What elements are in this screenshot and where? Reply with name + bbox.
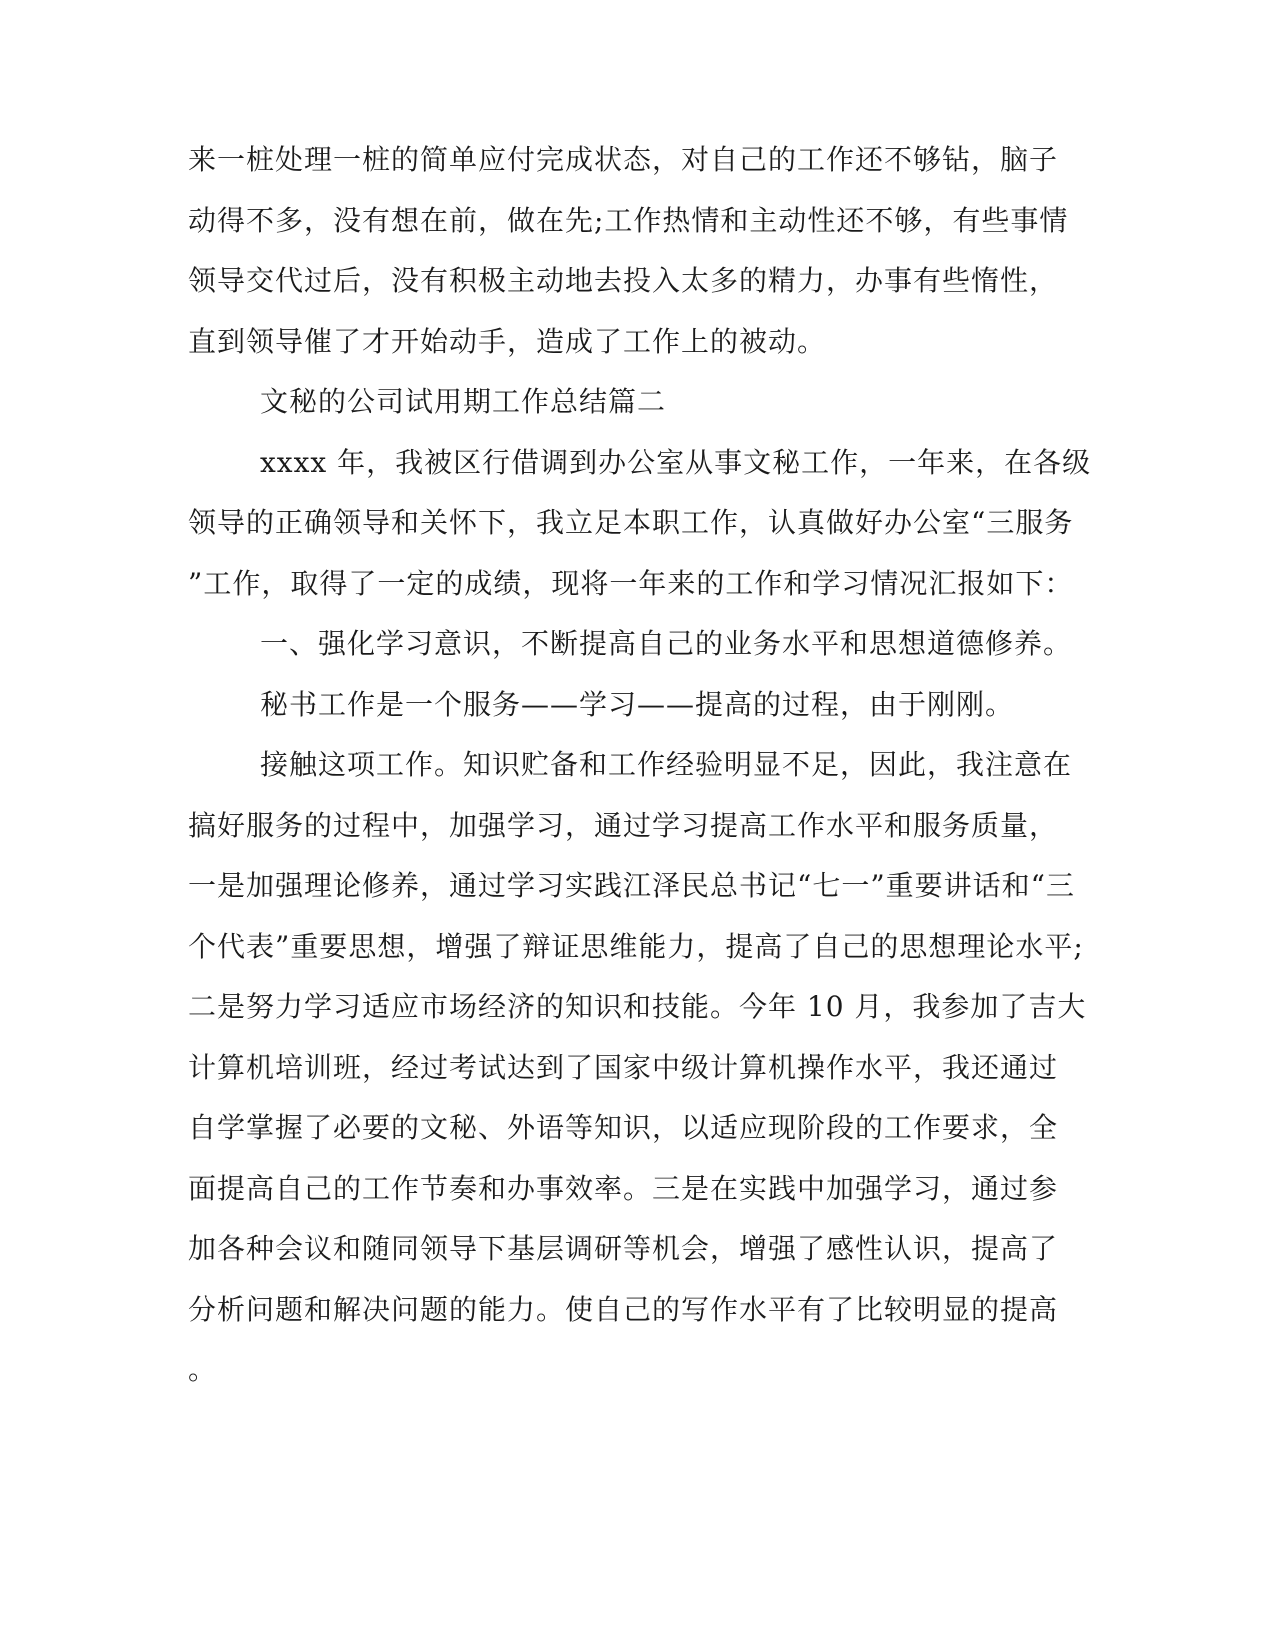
text-line: 接触这项工作。知识贮备和工作经验明显不足，因此，我注意在 [260,748,1073,781]
text-line: 搞好服务的过程中，加强学习，通过学习提高工作水平和服务质量， [188,808,1059,842]
text-line: 加各种会议和随同领导下基层调研等机会，增强了感性认识，提高了 [188,1232,1059,1265]
text-line: 秘书工作是一个服务——学习——提高的过程，由于刚刚。 [260,687,1015,721]
text-line: 来一桩处理一桩的简单应付完成状态，对自己的工作还不够钻，脑子 [188,143,1059,176]
text-line: 自学掌握了必要的文秘、外语等知识，以适应现阶段的工作要求，全 [188,1111,1059,1144]
text-line: 动得不多，没有想在前，做在先;工作热情和主动性还不够，有些事情 [188,203,1069,237]
text-line: 面提高自己的工作节奏和办事效率。三是在实践中加强学习，通过参 [188,1171,1059,1205]
text-line: 分析问题和解决问题的能力。使自己的写作水平有了比较明显的提高 [188,1292,1059,1326]
text-line: 直到领导催了才开始动手，造成了工作上的被动。 [188,324,827,358]
text-line: 个代表”重要思想，增强了辩证思维能力，提高了自己的思想理论水平; [188,929,1084,963]
text-line: 二是努力学习适应市场经济的知识和技能。今年 10 月，我参加了吉大 [188,990,1087,1023]
text-line: 计算机培训班，经过考试达到了国家中级计算机操作水平，我还通过 [188,1050,1059,1084]
text-line: 领导的正确领导和关怀下，我立足本职工作，认真做好办公室“三服务 [188,506,1074,539]
text-line: 一是加强理论修养，通过学习实践江泽民总书记“七一”重要讲话和“三 [188,869,1075,902]
body-text [188,130,1092,1401]
text-line: 领导交代过后，没有积极主动地去投入太多的精力，办事有些惰性， [188,264,1059,297]
section-heading: 文秘的公司试用期工作总结篇二 [260,385,667,418]
text-line: 一、强化学习意识，不断提高自己的业务水平和思想道德修养。 [260,627,1073,660]
text-line: xxxx 年，我被区行借调到办公室从事文秘工作，一年来，在各级 [260,445,1092,479]
text-line: ”工作，取得了一定的成绩，现将一年来的工作和学习情况汇报如下： [188,566,1074,600]
text-line: 。 [188,1353,218,1386]
